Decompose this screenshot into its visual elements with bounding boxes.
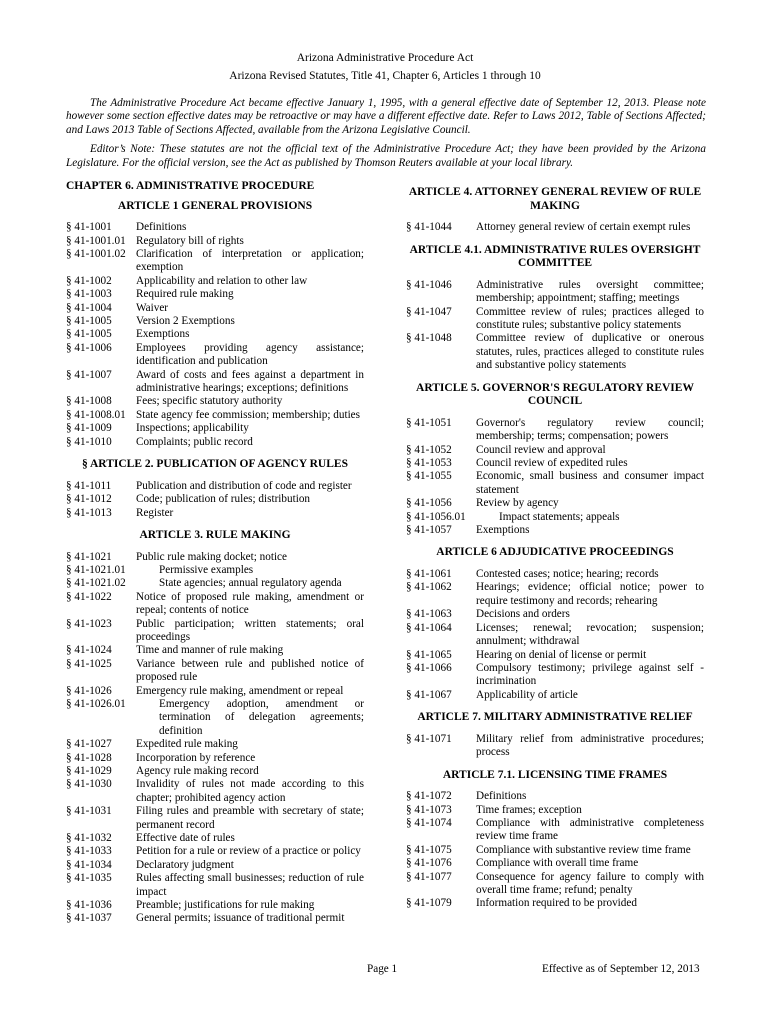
section-title: Code; publication of rules; distribution — [136, 493, 311, 506]
section-number: § 41-1062 — [406, 581, 452, 594]
section-number: § 41-1056 — [406, 497, 452, 510]
section-number: § 41-1012 — [66, 493, 112, 506]
section-title: Definitions — [476, 790, 527, 803]
section-title: Applicability and relation to other law — [136, 274, 308, 287]
section-list — [406, 568, 704, 702]
section-entry — [406, 622, 704, 649]
effective-date-footer: Effective as of September 12, 2013 — [542, 963, 700, 975]
section-entry — [66, 480, 364, 493]
section-title: Required rule making — [136, 288, 234, 301]
section-entry — [66, 409, 364, 422]
section-entry — [66, 698, 364, 738]
section-list — [406, 790, 704, 911]
section-entry — [66, 507, 364, 520]
section-entry — [406, 417, 704, 444]
section-entry — [406, 790, 704, 803]
section-list — [66, 480, 364, 520]
section-number: § 41-1026 — [66, 684, 112, 697]
section-title: Emergency adoption, amendment or termination of delegation agreements; definition — [159, 697, 364, 737]
section-number: § 41-1048 — [406, 332, 452, 345]
section-entry — [406, 568, 704, 581]
section-title: Committee review of duplicative or onerous statutes, rules, practices alleged to constitute rules and substantive policy statements — [476, 332, 704, 372]
section-title: Rules affecting small businesses; reduction of rule impact — [136, 872, 364, 898]
section-list — [406, 417, 704, 538]
section-title: State agency fee commission; membership; duties — [136, 408, 361, 421]
section-title: Filing rules and preamble with secretary of state; permanent record — [136, 805, 364, 831]
section-number: § 41-1013 — [66, 506, 112, 519]
section-title: Award of costs and fees against a department in administrative hearings; exceptions; definitions — [136, 368, 364, 395]
section-title: Regulatory bill of rights — [136, 234, 244, 247]
section-entry — [406, 608, 704, 621]
article-block — [66, 458, 364, 520]
section-entry — [66, 328, 364, 341]
section-number: § 41-1044 — [406, 221, 452, 234]
section-entry — [406, 497, 704, 510]
section-number: § 41-1011 — [66, 479, 112, 492]
section-number: § 41-1001 — [66, 221, 112, 234]
section-entry — [406, 662, 704, 689]
article-heading: ARTICLE 3. RULE MAKING — [139, 528, 291, 541]
section-entry — [406, 649, 704, 662]
section-list — [406, 279, 704, 373]
section-entry — [406, 221, 704, 234]
section-number: § 41-1029 — [66, 765, 112, 777]
section-number: § 41-1034 — [66, 858, 112, 871]
article-block — [406, 382, 704, 538]
section-title: Permissive examples — [159, 563, 254, 576]
section-number: § 41-1033 — [66, 845, 112, 858]
section-entry — [66, 342, 364, 369]
article-heading: ARTICLE 6 ADJUDICATIVE PROCEEDINGS — [436, 546, 674, 559]
section-title: Hearing on denial of license or permit — [476, 648, 647, 661]
section-list — [66, 221, 364, 449]
section-title: Military relief from administrative procedures; process — [476, 732, 704, 759]
section-title: Notice of proposed rule making, amendment or repeal; contents of notice — [136, 590, 364, 617]
section-number: § 41-1005 — [66, 328, 112, 341]
chapter-heading: CHAPTER 6. ADMINISTRATIVE PROCEDURE — [66, 180, 315, 192]
article-block — [406, 546, 704, 702]
section-title: Applicability of article — [476, 688, 578, 701]
article-block — [406, 244, 704, 373]
section-entry — [406, 844, 704, 857]
section-number: § 41-1021.02 — [66, 577, 126, 590]
section-title: Agency rule making record — [136, 765, 259, 777]
section-entry — [406, 524, 704, 537]
section-number: § 41-1063 — [406, 608, 452, 621]
section-title: Declaratory judgment — [136, 858, 234, 871]
section-number: § 41-1061 — [406, 568, 452, 581]
section-number: § 41-1024 — [66, 644, 112, 657]
section-entry — [66, 738, 364, 751]
section-title: Consequence for agency failure to comply with overall time frame; refund; penalty — [476, 870, 704, 896]
section-title: Council review and approval — [476, 443, 606, 456]
section-entry — [66, 845, 364, 858]
section-entry — [66, 591, 364, 618]
section-number: § 41-1006 — [66, 341, 112, 354]
section-title: Fees; specific statutory authority — [136, 395, 283, 408]
section-entry — [66, 564, 364, 577]
section-entry — [66, 685, 364, 698]
section-title: Clarification of interpretation or application; exemption — [136, 248, 364, 274]
section-entry — [66, 778, 364, 805]
section-number: § 41-1051 — [406, 416, 452, 429]
right-articles — [406, 186, 704, 911]
section-title: Expedited rule making — [136, 738, 238, 751]
section-number: § 41-1026.01 — [66, 697, 126, 710]
section-title: Complaints; public record — [136, 435, 253, 448]
section-entry — [406, 897, 704, 910]
article-heading: ARTICLE 4. ATTORNEY GENERAL REVIEW OF RULE MAKING — [408, 186, 702, 212]
section-title: Employees providing agency assistance; identification and publication — [136, 341, 364, 368]
section-number: § 41-1008.01 — [66, 408, 126, 421]
section-title: Council review of expedited rules — [476, 457, 628, 470]
section-entry — [406, 457, 704, 470]
section-title: Emergency rule making, amendment or repeal — [136, 684, 344, 697]
section-number: § 41-1037 — [66, 912, 112, 925]
left-column — [66, 180, 364, 926]
section-title: Time and manner of rule making — [136, 644, 284, 657]
section-number: § 41-1071 — [406, 732, 452, 745]
section-number: § 41-1066 — [406, 661, 452, 674]
section-title: Public participation; written statements; oral proceedings — [136, 617, 364, 643]
section-number: § 41-1074 — [406, 816, 452, 829]
section-title: Definitions — [136, 221, 187, 234]
section-number: § 41-1077 — [406, 870, 452, 883]
section-entry — [66, 912, 364, 925]
section-title: Contested cases; notice; hearing; records — [476, 568, 659, 581]
doc-subtitle: Arizona Revised Statutes, Title 41, Chapter 6, Articles 1 through 10 — [229, 70, 541, 82]
section-number: § 41-1056.01 — [406, 510, 466, 523]
section-title: Publication and distribution of code and register — [136, 479, 352, 492]
section-number: § 41-1072 — [406, 790, 452, 803]
section-number: § 41-1002 — [66, 274, 112, 287]
section-title: Petition for a rule or review of a practice or policy — [136, 845, 361, 858]
section-entry — [66, 872, 364, 899]
article-block — [406, 711, 704, 759]
section-title: Time frames; exception — [476, 803, 582, 816]
section-title: Economic, small business and consumer impact statement — [476, 470, 704, 496]
section-number: § 41-1076 — [406, 857, 452, 870]
section-title: Compliance with substantive review time frame — [476, 843, 691, 856]
article-block — [406, 186, 704, 235]
section-number: § 41-1067 — [406, 688, 452, 701]
section-entry — [406, 689, 704, 702]
page-number: Page 1 — [367, 963, 398, 975]
section-number: § 41-1022 — [66, 590, 112, 603]
section-number: § 41-1010 — [66, 435, 112, 448]
section-entry — [406, 857, 704, 870]
section-number: § 41-1023 — [66, 617, 112, 630]
section-entry — [66, 805, 364, 832]
section-number: § 41-1001.01 — [66, 234, 126, 247]
section-number: § 41-1007 — [66, 368, 112, 381]
section-title: Waiver — [136, 301, 169, 314]
section-entry — [406, 581, 704, 608]
section-entry — [406, 733, 704, 760]
section-entry — [66, 752, 364, 765]
section-number: § 41-1030 — [66, 778, 112, 791]
section-entry — [66, 302, 364, 315]
section-title: Register — [136, 506, 174, 519]
section-entry — [66, 315, 364, 328]
section-title: Incorporation by reference — [136, 751, 256, 764]
section-number: § 41-1073 — [406, 803, 452, 816]
section-title: Variance between rule and published notice of proposed rule — [136, 657, 364, 684]
section-number: § 41-1064 — [406, 621, 452, 634]
article-block — [66, 200, 364, 450]
section-title: Administrative rules oversight committee; membership; appointment; staffing; meetings — [476, 278, 704, 305]
section-title: Exemptions — [136, 328, 190, 341]
section-title: Invalidity of rules not made according to this chapter; prohibited agency action — [136, 778, 364, 804]
section-entry — [66, 859, 364, 872]
section-entry — [66, 248, 364, 275]
section-entry — [66, 899, 364, 912]
section-entry — [406, 444, 704, 457]
section-entry — [406, 306, 704, 333]
section-number: § 41-1079 — [406, 897, 452, 910]
section-number: § 41-1021 — [66, 550, 112, 563]
section-entry — [66, 618, 364, 645]
section-number: § 41-1027 — [66, 738, 112, 751]
section-number: § 41-1075 — [406, 843, 452, 856]
section-title: General permits; issuance of traditional permit — [136, 912, 345, 925]
section-number: § 41-1001.02 — [66, 248, 126, 260]
right-column — [406, 186, 704, 911]
section-entry — [66, 235, 364, 248]
section-entry — [66, 422, 364, 435]
section-number: § 41-1032 — [66, 832, 112, 845]
section-entry — [406, 470, 704, 497]
intro-notes — [66, 97, 706, 170]
section-number: § 41-1036 — [66, 899, 112, 912]
section-number: § 41-1055 — [406, 470, 452, 483]
section-list — [66, 551, 364, 926]
section-entry — [406, 511, 704, 524]
article-heading: ARTICLE 1 GENERAL PROVISIONS — [117, 199, 313, 212]
section-title: Decisions and orders — [476, 608, 570, 621]
article-heading: ARTICLE 5. GOVERNOR'S REGULATORY REVIEW COUNCIL — [416, 381, 694, 408]
section-number: § 41-1035 — [66, 872, 112, 885]
section-number: § 41-1046 — [406, 278, 452, 291]
section-title: Public rule making docket; notice — [136, 550, 287, 563]
section-number: § 41-1028 — [66, 751, 112, 764]
section-number: § 41-1057 — [406, 524, 452, 537]
section-number: § 41-1047 — [406, 305, 452, 318]
section-entry — [66, 436, 364, 449]
section-number: § 41-1021.01 — [66, 563, 126, 576]
section-entry — [66, 369, 364, 396]
section-entry — [406, 279, 704, 306]
section-entry — [66, 221, 364, 234]
section-title: Compliance with administrative completeness review time frame — [476, 816, 704, 843]
section-number: § 41-1052 — [406, 443, 452, 456]
section-entry — [406, 817, 704, 844]
section-entry — [66, 493, 364, 506]
section-entry — [66, 644, 364, 657]
section-title: Impact statements; appeals — [499, 510, 620, 523]
section-title: Compulsory testimony; privilege against self - incrimination — [476, 661, 704, 688]
section-entry — [66, 658, 364, 685]
section-title: Preamble; justifications for rule making — [136, 899, 315, 912]
section-title: Hearings; evidence; official notice; power to require testimony and records; rehearing — [476, 581, 704, 607]
section-title: Version 2 Exemptions — [136, 315, 235, 328]
section-title: Review by agency — [476, 497, 559, 510]
section-number: § 41-1003 — [66, 288, 112, 301]
section-number: § 41-1009 — [66, 422, 112, 435]
article-heading: ARTICLE 7. MILITARY ADMINISTRATIVE RELIEF — [417, 711, 693, 724]
section-entry — [406, 871, 704, 898]
article-heading: ARTICLE 4.1. ADMINISTRATIVE RULES OVERSIGHT COMMITTEE — [409, 243, 701, 270]
section-number: § 41-1008 — [66, 395, 112, 408]
article-heading: ARTICLE 7.1. LICENSING TIME FRAMES — [442, 768, 668, 781]
section-entry — [66, 577, 364, 590]
article-block — [66, 529, 364, 926]
doc-title: Arizona Administrative Procedure Act — [296, 52, 474, 64]
section-entry — [66, 275, 364, 288]
section-entry — [406, 332, 704, 372]
section-title: Effective date of rules — [136, 832, 235, 845]
section-number: § 41-1025 — [66, 657, 112, 670]
section-entry — [66, 288, 364, 301]
section-list — [406, 733, 704, 760]
section-number: § 41-1065 — [406, 648, 452, 661]
section-title: Exemptions — [476, 524, 530, 537]
left-articles — [66, 200, 364, 926]
editors-note: Editor’s Note: These statutes are not the official text of the Administrative Procedure Act; they have been provided by the Arizona Legislature. For the official version, see the Act as published by Thomson Reuters available at your local library. — [66, 143, 706, 169]
section-entry — [406, 804, 704, 817]
section-number: § 41-1031 — [66, 805, 112, 818]
section-title: Information required to be provided — [476, 897, 637, 910]
section-title: Licenses; renewal; revocation; suspension; annulment; withdrawal — [476, 621, 704, 648]
section-number: § 41-1053 — [406, 457, 452, 470]
section-entry — [66, 765, 364, 778]
section-title: State agencies; annual regulatory agenda — [159, 577, 342, 590]
section-number: § 41-1005 — [66, 315, 112, 328]
section-title: Governor's regulatory review council; membership; terms; compensation; powers — [476, 416, 704, 443]
section-number: § 41-1004 — [66, 301, 112, 314]
section-list — [406, 221, 704, 234]
section-title: Attorney general review of certain exempt rules — [476, 221, 691, 234]
section-entry — [66, 551, 364, 564]
effective-date-note: The Administrative Procedure Act became effective January 1, 1995, with a general effective date of September 12, 2013. Please note however some section effective dates may be retroactive or may have a different effective date. Refer to Laws 2012, Table of Sections Affected; and Laws 2013 Table of Sections Affected, available from the Arizona Legislative Council. — [66, 97, 706, 136]
section-entry — [66, 395, 364, 408]
article-block — [406, 769, 704, 911]
section-entry — [66, 832, 364, 845]
section-title: Compliance with overall time frame — [476, 857, 639, 870]
section-title: Committee review of rules; practices alleged to constitute rules; substantive policy statements — [476, 305, 704, 331]
article-heading: § ARTICLE 2. PUBLICATION OF AGENCY RULES — [82, 458, 348, 471]
section-title: Inspections; applicability — [136, 422, 249, 435]
